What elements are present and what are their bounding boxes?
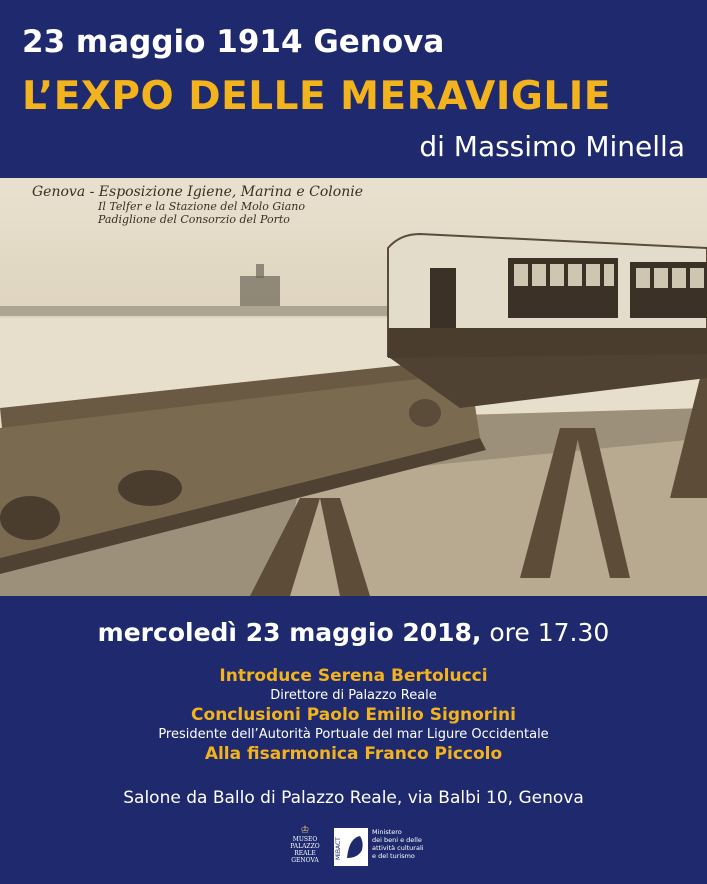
caption-line-1: Genova - Esposizione Igiene, Marina e Colonie <box>32 184 363 200</box>
program-intro: Introduce Serena Bertolucci <box>219 666 488 686</box>
event-date-day: mercoledì 23 maggio 2018, <box>97 618 482 647</box>
mibact-emblem-icon <box>334 828 368 866</box>
date-line: 23 maggio 1914 Genova <box>22 24 445 60</box>
program-conclusion-role: Presidente dell’Autorità Portuale del mar Ligure Occidentale <box>158 727 549 742</box>
caption-line-3: Padiglione del Consorzio del Porto <box>98 213 290 226</box>
program <box>0 666 707 765</box>
mibact-logo-text: Ministero dei beni e delle attività culturali e del turismo <box>372 828 424 860</box>
crown-icon: ♔ <box>300 825 310 836</box>
sponsor-logos <box>288 826 428 870</box>
program-conclusion: Conclusioni Paolo Emilio Signorini <box>191 705 516 725</box>
mibact-logo <box>334 828 428 868</box>
author: di Massimo Minella <box>419 130 685 163</box>
venue: Salone da Ballo di Palazzo Reale, via Balbi 10, Genova <box>123 788 584 808</box>
event-date <box>0 618 707 647</box>
header <box>0 0 707 178</box>
historic-photo <box>0 178 707 596</box>
caption-line-2: Il Telfer e la Stazione del Molo Giano <box>98 200 305 213</box>
photo-illustration <box>0 178 707 596</box>
program-music: Alla fisarmonica Franco Piccolo <box>204 744 503 764</box>
svg-text:MiBACT: MiBACT <box>335 837 342 860</box>
museo-palazzo-reale-logo <box>288 826 322 864</box>
page-title: L’EXPO DELLE MERAVIGLIE <box>22 74 611 119</box>
program-intro-role: Direttore di Palazzo Reale <box>270 688 437 703</box>
museo-logo-text: MUSEO PALAZZO REALE GENOVA <box>290 836 320 864</box>
photo-caption <box>32 184 363 226</box>
event-time: ore 17.30 <box>489 618 610 647</box>
